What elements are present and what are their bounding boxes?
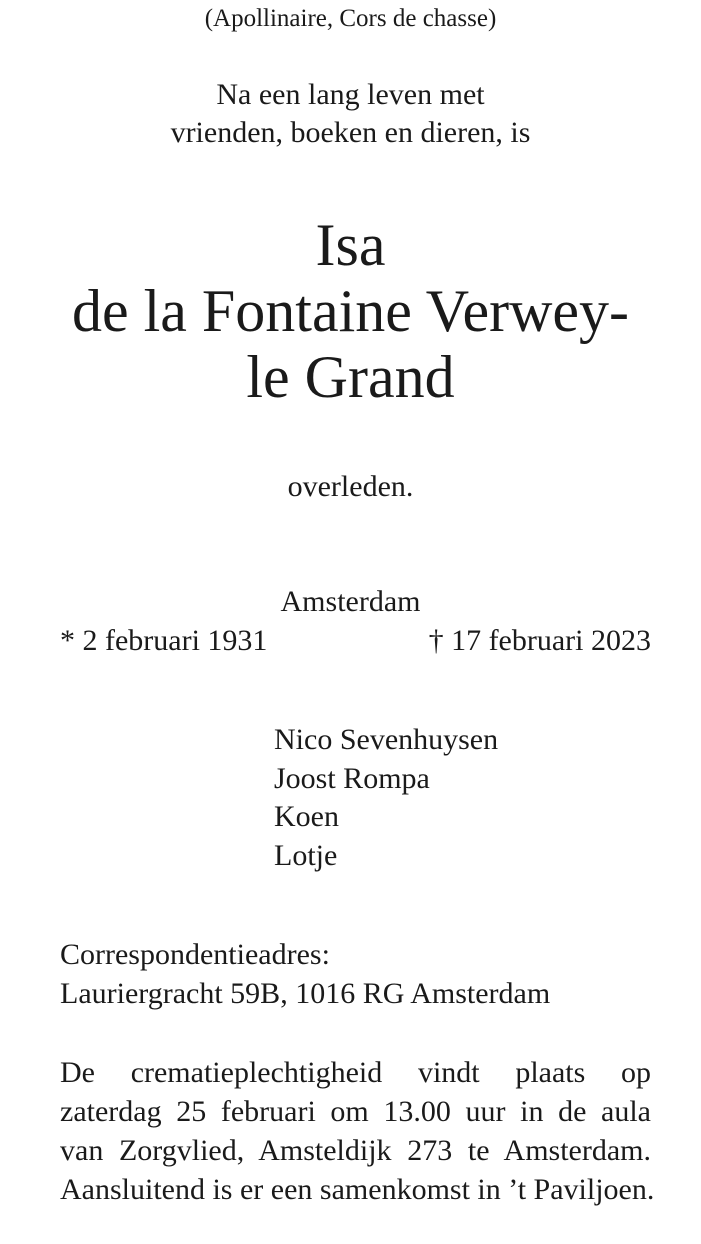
name-line: le Grand xyxy=(246,344,455,410)
family-member: Joost Rompa xyxy=(274,761,430,795)
ceremony-line: zaterdag 25 februari om 13.00 uur in de aula xyxy=(60,1095,651,1128)
ceremony-line: van Zorgvlied, Amsteldijk 273 te Amsterdam. xyxy=(60,1134,651,1167)
intro-text xyxy=(0,76,701,152)
name-line: de la Fontaine Verwey- xyxy=(71,278,630,344)
family-member: Lotje xyxy=(274,838,338,872)
ceremony-line: Aansluitend is er een samenkomst in ’t Paviljoen. xyxy=(60,1173,655,1206)
correspondence-address xyxy=(60,935,550,1013)
deceased-name xyxy=(0,212,701,410)
address-line: Lauriergracht 59B, 1016 RG Amsterdam xyxy=(60,977,551,1010)
intro-line: vrienden, boeken en dieren, is xyxy=(170,116,531,149)
birth-date: * 2 februari 1931 xyxy=(60,624,268,657)
place-name: Amsterdam xyxy=(280,585,421,618)
quote-source: (Apollinaire, Cors de chasse) xyxy=(204,5,497,32)
ceremony-line: De crematieplechtigheid vindt plaats op xyxy=(60,1056,651,1089)
correspondence-label: Correspondentieadres: xyxy=(60,938,330,971)
ceremony-info xyxy=(60,1053,655,1209)
name-line: Isa xyxy=(315,212,386,278)
family-member: Nico Sevenhuysen xyxy=(274,723,499,756)
family-list xyxy=(274,721,498,875)
deceased-text: overleden. xyxy=(287,470,414,503)
death-date: † 17 februari 2023 xyxy=(428,624,651,657)
family-member: Koen xyxy=(274,800,339,833)
intro-line: Na een lang leven met xyxy=(216,78,485,111)
